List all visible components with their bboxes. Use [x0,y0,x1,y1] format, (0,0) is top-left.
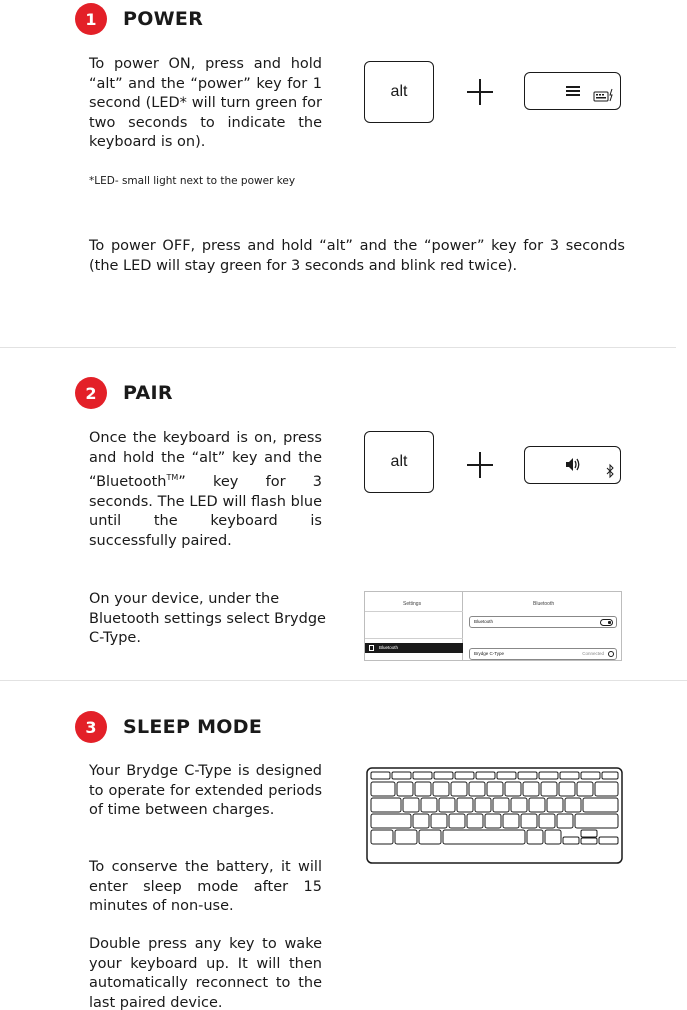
section-title: POWER [123,8,204,30]
section-header-pair [75,377,173,409]
power-key-icon [524,72,621,110]
trademark-mark: TM [166,473,179,483]
alt-key-label: alt [390,453,408,470]
plus-icon [467,79,493,105]
bluetooth-pane-title: Bluetooth [533,601,555,607]
led-footnote: *LED- small light next to the power key [89,175,296,187]
bluetooth-item-icon [369,645,374,651]
volume-bluetooth-icon [525,447,622,485]
bluetooth-key-icon [524,446,621,484]
plus-icon [467,452,493,478]
power-on-instructions: To power ON, press and hold “alt” and the “power” key for 1 second (LED* will turn green for two seconds to indicate the keyboard is on). [89,56,322,151]
bluetooth-settings-screenshot [364,591,622,661]
bluetooth-toggle-row [469,616,617,628]
device-settings-instructions: On your device, under the Bluetooth settings select Brydge C-Type. [89,591,326,647]
step-number-badge: 3 [75,711,107,743]
bluetooth-toggle [600,619,613,626]
sleep-paragraph-1: Your Brydge C-Type is designed to operate for extended periods of time between charges. [89,763,322,819]
sleep-paragraph-2: To conserve the battery, it will enter sleep mode after 15 minutes of non-use. [89,859,322,915]
settings-sidebar [365,592,463,660]
keyboard-illustration-icon [366,767,623,864]
pair-text-part2: ” key for 3 seconds. The LED will flash blue until the keyboard is successfully paired. [89,474,322,549]
section-header-sleep-mode [75,711,262,743]
step-number-badge: 1 [75,3,107,35]
section-divider [0,347,676,348]
info-icon [608,651,614,657]
pair-text-part1: Once the keyboard is on, press and hold the “alt” key and the “Bluetooth [89,430,322,491]
menu-keyboard-power-icon [525,73,622,111]
settings-title: Settings [403,601,422,607]
power-off-instructions: To power OFF, press and hold “alt” and the “power” key for 3 seconds (the LED will stay green for 3 seconds and blink red twice). [89,238,625,274]
settings-row-line [365,638,463,639]
alt-key-icon [364,61,434,123]
step-number-badge: 2 [75,377,107,409]
device-status: Connected [582,651,604,656]
device-row [469,648,617,660]
section-divider [0,680,687,681]
device-row-label: Brydge C-Type [474,651,505,656]
section-title: PAIR [123,382,173,404]
sleep-paragraph-3: Double press any key to wake your keyboard up. It will then automatically reconnect to the last paired device. [89,936,322,1010]
settings-item-label: Bluetooth [379,645,399,650]
pair-instructions [89,429,322,551]
alt-key-icon [364,431,434,493]
alt-key-label: alt [390,83,408,100]
settings-item-bluetooth [365,643,463,653]
section-header-power [75,3,203,35]
bluetooth-row-label: Bluetooth [474,619,494,624]
settings-row-line [365,611,463,612]
section-title: SLEEP MODE [123,716,263,738]
